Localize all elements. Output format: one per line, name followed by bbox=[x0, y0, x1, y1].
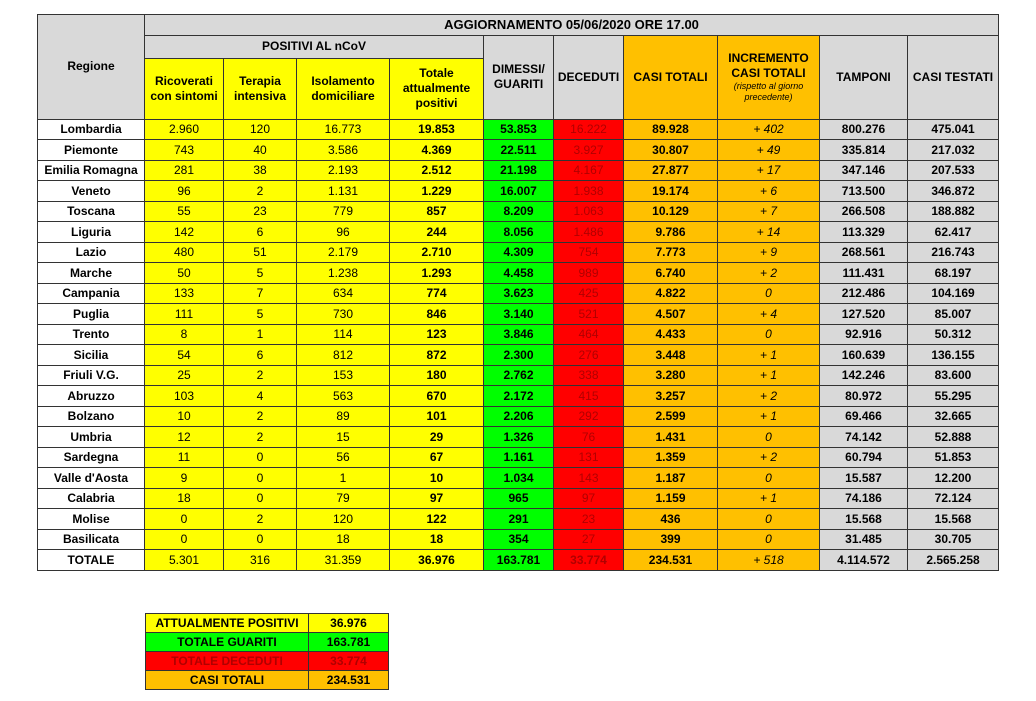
cell-region: Piemonte bbox=[38, 140, 145, 161]
cell-ric: 103 bbox=[145, 386, 224, 407]
cell-iso: 16.773 bbox=[297, 119, 390, 140]
cell-tot: 670 bbox=[390, 386, 484, 407]
cell-dim: 22.511 bbox=[484, 140, 554, 161]
cell-region: Toscana bbox=[38, 201, 145, 222]
cell-tam: 15.587 bbox=[820, 468, 908, 489]
table-row bbox=[38, 242, 999, 263]
cell-iso: 114 bbox=[297, 324, 390, 345]
total-ter: 316 bbox=[224, 550, 297, 571]
table-row bbox=[38, 283, 999, 304]
cell-ter: 120 bbox=[224, 119, 297, 140]
cell-dim: 2.172 bbox=[484, 386, 554, 407]
header-isolamento: Isolamento domiciliare bbox=[297, 58, 390, 119]
cell-iso: 1.131 bbox=[297, 181, 390, 202]
cell-dim: 8.209 bbox=[484, 201, 554, 222]
summary-row bbox=[146, 652, 389, 671]
cell-dec: 3.927 bbox=[554, 140, 624, 161]
cell-tam: 160.639 bbox=[820, 345, 908, 366]
cell-inc: + 1 bbox=[718, 406, 820, 427]
cell-tam: 92.916 bbox=[820, 324, 908, 345]
table-row bbox=[38, 509, 999, 530]
summary-label: ATTUALMENTE POSITIVI bbox=[146, 614, 309, 633]
cell-casi: 3.448 bbox=[624, 345, 718, 366]
summary-row bbox=[146, 614, 389, 633]
cell-ter: 2 bbox=[224, 365, 297, 386]
table-row bbox=[38, 324, 999, 345]
cell-tot: 18 bbox=[390, 529, 484, 550]
cell-test: 68.197 bbox=[908, 263, 999, 284]
table-row bbox=[38, 222, 999, 243]
summary-table bbox=[145, 613, 389, 690]
cell-tot: 29 bbox=[390, 427, 484, 448]
cell-dec: 97 bbox=[554, 488, 624, 509]
cell-dim: 4.458 bbox=[484, 263, 554, 284]
summary-row bbox=[146, 671, 389, 690]
cell-dec: 27 bbox=[554, 529, 624, 550]
cell-region: Sicilia bbox=[38, 345, 145, 366]
cell-dim: 4.309 bbox=[484, 242, 554, 263]
total-region: TOTALE bbox=[38, 550, 145, 571]
table-row bbox=[38, 529, 999, 550]
cell-tam: 142.246 bbox=[820, 365, 908, 386]
cell-iso: 2.179 bbox=[297, 242, 390, 263]
cell-casi: 1.431 bbox=[624, 427, 718, 448]
cell-dec: 754 bbox=[554, 242, 624, 263]
cell-ric: 8 bbox=[145, 324, 224, 345]
cell-iso: 153 bbox=[297, 365, 390, 386]
header-incremento bbox=[718, 35, 820, 119]
cell-ric: 743 bbox=[145, 140, 224, 161]
cell-dec: 1.486 bbox=[554, 222, 624, 243]
table-row bbox=[38, 386, 999, 407]
cell-dim: 2.206 bbox=[484, 406, 554, 427]
header-regione: Regione bbox=[38, 15, 145, 120]
cell-iso: 634 bbox=[297, 283, 390, 304]
table-row bbox=[38, 447, 999, 468]
cell-region: Sardegna bbox=[38, 447, 145, 468]
cell-dec: 76 bbox=[554, 427, 624, 448]
cell-ter: 7 bbox=[224, 283, 297, 304]
cell-ter: 4 bbox=[224, 386, 297, 407]
total-test: 2.565.258 bbox=[908, 550, 999, 571]
cell-tam: 800.276 bbox=[820, 119, 908, 140]
cell-test: 216.743 bbox=[908, 242, 999, 263]
cell-inc: + 49 bbox=[718, 140, 820, 161]
cell-dec: 23 bbox=[554, 509, 624, 530]
cell-test: 15.568 bbox=[908, 509, 999, 530]
cell-inc: + 2 bbox=[718, 386, 820, 407]
cell-inc: + 17 bbox=[718, 160, 820, 181]
cell-tam: 80.972 bbox=[820, 386, 908, 407]
cell-region: Valle d'Aosta bbox=[38, 468, 145, 489]
header-terapia: Terapia intensiva bbox=[224, 58, 297, 119]
cell-tot: 846 bbox=[390, 304, 484, 325]
cell-inc: + 402 bbox=[718, 119, 820, 140]
cell-region: Trento bbox=[38, 324, 145, 345]
header-casi-totali: CASI TOTALI bbox=[624, 35, 718, 119]
cell-casi: 89.928 bbox=[624, 119, 718, 140]
cell-tam: 60.794 bbox=[820, 447, 908, 468]
cell-test: 55.295 bbox=[908, 386, 999, 407]
cell-test: 51.853 bbox=[908, 447, 999, 468]
cell-ric: 480 bbox=[145, 242, 224, 263]
cell-region: Liguria bbox=[38, 222, 145, 243]
cell-inc: 0 bbox=[718, 529, 820, 550]
cell-ric: 0 bbox=[145, 509, 224, 530]
total-row bbox=[38, 550, 999, 571]
table-row bbox=[38, 181, 999, 202]
cell-dim: 965 bbox=[484, 488, 554, 509]
cell-test: 104.169 bbox=[908, 283, 999, 304]
cell-tot: 123 bbox=[390, 324, 484, 345]
cell-test: 52.888 bbox=[908, 427, 999, 448]
cell-ter: 0 bbox=[224, 529, 297, 550]
summary-label: TOTALE GUARITI bbox=[146, 633, 309, 652]
summary-label: TOTALE DECEDUTI bbox=[146, 652, 309, 671]
cell-region: Lombardia bbox=[38, 119, 145, 140]
table-body bbox=[38, 119, 999, 570]
table-row bbox=[38, 160, 999, 181]
cell-tot: 2.512 bbox=[390, 160, 484, 181]
cell-test: 475.041 bbox=[908, 119, 999, 140]
cell-iso: 730 bbox=[297, 304, 390, 325]
cell-casi: 1.159 bbox=[624, 488, 718, 509]
cell-region: Campania bbox=[38, 283, 145, 304]
cell-inc: + 7 bbox=[718, 201, 820, 222]
cell-iso: 563 bbox=[297, 386, 390, 407]
cell-tam: 212.486 bbox=[820, 283, 908, 304]
cell-casi: 27.877 bbox=[624, 160, 718, 181]
cell-ter: 5 bbox=[224, 304, 297, 325]
cell-inc: 0 bbox=[718, 509, 820, 530]
cell-tot: 774 bbox=[390, 283, 484, 304]
cell-casi: 3.280 bbox=[624, 365, 718, 386]
cell-test: 30.705 bbox=[908, 529, 999, 550]
cell-inc: + 6 bbox=[718, 181, 820, 202]
cell-region: Calabria bbox=[38, 488, 145, 509]
cell-inc: + 1 bbox=[718, 365, 820, 386]
cell-tam: 266.508 bbox=[820, 201, 908, 222]
cell-inc: + 1 bbox=[718, 488, 820, 509]
cell-inc: 0 bbox=[718, 468, 820, 489]
total-ric: 5.301 bbox=[145, 550, 224, 571]
cell-casi: 4.822 bbox=[624, 283, 718, 304]
cell-test: 207.533 bbox=[908, 160, 999, 181]
cell-casi: 6.740 bbox=[624, 263, 718, 284]
summary-value: 33.774 bbox=[309, 652, 389, 671]
cell-tot: 872 bbox=[390, 345, 484, 366]
cell-dec: 131 bbox=[554, 447, 624, 468]
cell-tam: 74.142 bbox=[820, 427, 908, 448]
cell-test: 12.200 bbox=[908, 468, 999, 489]
cell-ter: 6 bbox=[224, 345, 297, 366]
cell-region: Umbria bbox=[38, 427, 145, 448]
cell-dim: 3.140 bbox=[484, 304, 554, 325]
header-incremento-label: INCREMENTO CASI TOTALI bbox=[728, 50, 809, 80]
cell-region: Friuli V.G. bbox=[38, 365, 145, 386]
cell-ter: 1 bbox=[224, 324, 297, 345]
cell-dim: 1.326 bbox=[484, 427, 554, 448]
cell-dec: 521 bbox=[554, 304, 624, 325]
cell-dec: 415 bbox=[554, 386, 624, 407]
cell-ric: 111 bbox=[145, 304, 224, 325]
cell-casi: 1.187 bbox=[624, 468, 718, 489]
cell-iso: 3.586 bbox=[297, 140, 390, 161]
header-positivi-group: POSITIVI AL nCoV bbox=[145, 35, 484, 58]
cell-ric: 25 bbox=[145, 365, 224, 386]
cell-test: 62.417 bbox=[908, 222, 999, 243]
cell-tam: 31.485 bbox=[820, 529, 908, 550]
cell-ric: 54 bbox=[145, 345, 224, 366]
table-row bbox=[38, 263, 999, 284]
cell-test: 136.155 bbox=[908, 345, 999, 366]
cell-test: 72.124 bbox=[908, 488, 999, 509]
cell-casi: 2.599 bbox=[624, 406, 718, 427]
cell-ric: 50 bbox=[145, 263, 224, 284]
cell-test: 50.312 bbox=[908, 324, 999, 345]
header-deceduti: DECEDUTI bbox=[554, 35, 624, 119]
cell-casi: 10.129 bbox=[624, 201, 718, 222]
table-row bbox=[38, 406, 999, 427]
cell-dim: 291 bbox=[484, 509, 554, 530]
cell-region: Bolzano bbox=[38, 406, 145, 427]
summary-value: 234.531 bbox=[309, 671, 389, 690]
cell-dim: 1.034 bbox=[484, 468, 554, 489]
cell-region: Molise bbox=[38, 509, 145, 530]
cell-iso: 18 bbox=[297, 529, 390, 550]
cell-tam: 15.568 bbox=[820, 509, 908, 530]
cell-ric: 55 bbox=[145, 201, 224, 222]
cell-region: Veneto bbox=[38, 181, 145, 202]
cell-dec: 4.167 bbox=[554, 160, 624, 181]
cell-test: 83.600 bbox=[908, 365, 999, 386]
cell-ter: 2 bbox=[224, 427, 297, 448]
table-row bbox=[38, 365, 999, 386]
cell-test: 188.882 bbox=[908, 201, 999, 222]
cell-tam: 268.561 bbox=[820, 242, 908, 263]
total-inc: + 518 bbox=[718, 550, 820, 571]
table-row bbox=[38, 140, 999, 161]
table-row bbox=[38, 488, 999, 509]
cell-inc: + 9 bbox=[718, 242, 820, 263]
cell-ter: 0 bbox=[224, 488, 297, 509]
cell-iso: 812 bbox=[297, 345, 390, 366]
table-row bbox=[38, 345, 999, 366]
cell-casi: 3.257 bbox=[624, 386, 718, 407]
cell-dim: 53.853 bbox=[484, 119, 554, 140]
cell-casi: 399 bbox=[624, 529, 718, 550]
cell-test: 346.872 bbox=[908, 181, 999, 202]
total-dec: 33.774 bbox=[554, 550, 624, 571]
cell-region: Abruzzo bbox=[38, 386, 145, 407]
cell-ric: 133 bbox=[145, 283, 224, 304]
table-row bbox=[38, 468, 999, 489]
cell-dec: 1.938 bbox=[554, 181, 624, 202]
cell-tot: 244 bbox=[390, 222, 484, 243]
cell-inc: + 1 bbox=[718, 345, 820, 366]
cell-ter: 2 bbox=[224, 509, 297, 530]
cell-iso: 1 bbox=[297, 468, 390, 489]
cell-test: 32.665 bbox=[908, 406, 999, 427]
cell-casi: 1.359 bbox=[624, 447, 718, 468]
header-totale-positivi: Totale attualmente positivi bbox=[390, 58, 484, 119]
cell-tam: 713.500 bbox=[820, 181, 908, 202]
cell-region: Lazio bbox=[38, 242, 145, 263]
cell-tot: 67 bbox=[390, 447, 484, 468]
cell-region: Emilia Romagna bbox=[38, 160, 145, 181]
cell-tam: 127.520 bbox=[820, 304, 908, 325]
cell-tot: 4.369 bbox=[390, 140, 484, 161]
cell-tot: 10 bbox=[390, 468, 484, 489]
cell-tam: 113.329 bbox=[820, 222, 908, 243]
summary-value: 163.781 bbox=[309, 633, 389, 652]
cell-ric: 9 bbox=[145, 468, 224, 489]
cell-inc: + 2 bbox=[718, 263, 820, 284]
table-row bbox=[38, 119, 999, 140]
summary-value: 36.976 bbox=[309, 614, 389, 633]
cell-dim: 16.007 bbox=[484, 181, 554, 202]
cell-dim: 8.056 bbox=[484, 222, 554, 243]
total-tam: 4.114.572 bbox=[820, 550, 908, 571]
cell-iso: 89 bbox=[297, 406, 390, 427]
cell-ric: 18 bbox=[145, 488, 224, 509]
cell-tam: 347.146 bbox=[820, 160, 908, 181]
cell-ric: 0 bbox=[145, 529, 224, 550]
cell-tam: 69.466 bbox=[820, 406, 908, 427]
total-iso: 31.359 bbox=[297, 550, 390, 571]
cell-ter: 0 bbox=[224, 468, 297, 489]
cell-tam: 74.186 bbox=[820, 488, 908, 509]
cell-ter: 40 bbox=[224, 140, 297, 161]
cell-inc: 0 bbox=[718, 283, 820, 304]
header-casi-testati: CASI TESTATI bbox=[908, 35, 999, 119]
header-ricoverati: Ricoverati con sintomi bbox=[145, 58, 224, 119]
cell-dim: 1.161 bbox=[484, 447, 554, 468]
cell-tot: 2.710 bbox=[390, 242, 484, 263]
cell-ric: 281 bbox=[145, 160, 224, 181]
cell-region: Puglia bbox=[38, 304, 145, 325]
cell-casi: 436 bbox=[624, 509, 718, 530]
cell-tam: 111.431 bbox=[820, 263, 908, 284]
total-casi: 234.531 bbox=[624, 550, 718, 571]
table-row bbox=[38, 304, 999, 325]
header-title: AGGIORNAMENTO 05/06/2020 ORE 17.00 bbox=[145, 15, 999, 36]
cell-dec: 143 bbox=[554, 468, 624, 489]
cell-inc: 0 bbox=[718, 324, 820, 345]
total-dim: 163.781 bbox=[484, 550, 554, 571]
cell-region: Basilicata bbox=[38, 529, 145, 550]
summary-row bbox=[146, 633, 389, 652]
cell-test: 85.007 bbox=[908, 304, 999, 325]
total-tot: 36.976 bbox=[390, 550, 484, 571]
cell-tot: 97 bbox=[390, 488, 484, 509]
summary-label: CASI TOTALI bbox=[146, 671, 309, 690]
cell-casi: 4.507 bbox=[624, 304, 718, 325]
cell-iso: 96 bbox=[297, 222, 390, 243]
cell-ric: 142 bbox=[145, 222, 224, 243]
cell-tot: 19.853 bbox=[390, 119, 484, 140]
cell-dec: 989 bbox=[554, 263, 624, 284]
cell-dec: 338 bbox=[554, 365, 624, 386]
header-dimessi: DIMESSI/ GUARITI bbox=[484, 35, 554, 119]
cell-dim: 354 bbox=[484, 529, 554, 550]
covid-region-table bbox=[37, 14, 999, 571]
cell-iso: 56 bbox=[297, 447, 390, 468]
cell-tot: 180 bbox=[390, 365, 484, 386]
header-incremento-sub: (rispetto al giorno precedente) bbox=[733, 80, 804, 102]
cell-dec: 425 bbox=[554, 283, 624, 304]
cell-ter: 0 bbox=[224, 447, 297, 468]
cell-dim: 2.762 bbox=[484, 365, 554, 386]
cell-dec: 292 bbox=[554, 406, 624, 427]
cell-dim: 3.623 bbox=[484, 283, 554, 304]
cell-ric: 11 bbox=[145, 447, 224, 468]
cell-dec: 1.063 bbox=[554, 201, 624, 222]
cell-inc: 0 bbox=[718, 427, 820, 448]
cell-dec: 276 bbox=[554, 345, 624, 366]
cell-iso: 1.238 bbox=[297, 263, 390, 284]
cell-iso: 2.193 bbox=[297, 160, 390, 181]
cell-ter: 38 bbox=[224, 160, 297, 181]
table-row bbox=[38, 201, 999, 222]
cell-dec: 16.222 bbox=[554, 119, 624, 140]
cell-tot: 857 bbox=[390, 201, 484, 222]
cell-iso: 120 bbox=[297, 509, 390, 530]
cell-ter: 51 bbox=[224, 242, 297, 263]
cell-dim: 21.198 bbox=[484, 160, 554, 181]
cell-inc: + 4 bbox=[718, 304, 820, 325]
cell-dim: 3.846 bbox=[484, 324, 554, 345]
cell-ter: 5 bbox=[224, 263, 297, 284]
cell-casi: 19.174 bbox=[624, 181, 718, 202]
cell-casi: 4.433 bbox=[624, 324, 718, 345]
cell-ric: 2.960 bbox=[145, 119, 224, 140]
cell-casi: 30.807 bbox=[624, 140, 718, 161]
cell-casi: 9.786 bbox=[624, 222, 718, 243]
cell-iso: 79 bbox=[297, 488, 390, 509]
cell-inc: + 2 bbox=[718, 447, 820, 468]
cell-inc: + 14 bbox=[718, 222, 820, 243]
cell-dec: 464 bbox=[554, 324, 624, 345]
cell-ter: 2 bbox=[224, 181, 297, 202]
cell-tot: 1.293 bbox=[390, 263, 484, 284]
cell-tot: 101 bbox=[390, 406, 484, 427]
cell-iso: 15 bbox=[297, 427, 390, 448]
cell-region: Marche bbox=[38, 263, 145, 284]
cell-ric: 12 bbox=[145, 427, 224, 448]
cell-ter: 6 bbox=[224, 222, 297, 243]
cell-tam: 335.814 bbox=[820, 140, 908, 161]
cell-tot: 122 bbox=[390, 509, 484, 530]
cell-iso: 779 bbox=[297, 201, 390, 222]
cell-ric: 96 bbox=[145, 181, 224, 202]
cell-tot: 1.229 bbox=[390, 181, 484, 202]
cell-ter: 23 bbox=[224, 201, 297, 222]
cell-dim: 2.300 bbox=[484, 345, 554, 366]
cell-test: 217.032 bbox=[908, 140, 999, 161]
cell-casi: 7.773 bbox=[624, 242, 718, 263]
cell-ric: 10 bbox=[145, 406, 224, 427]
table-row bbox=[38, 427, 999, 448]
cell-ter: 2 bbox=[224, 406, 297, 427]
header-tamponi: TAMPONI bbox=[820, 35, 908, 119]
